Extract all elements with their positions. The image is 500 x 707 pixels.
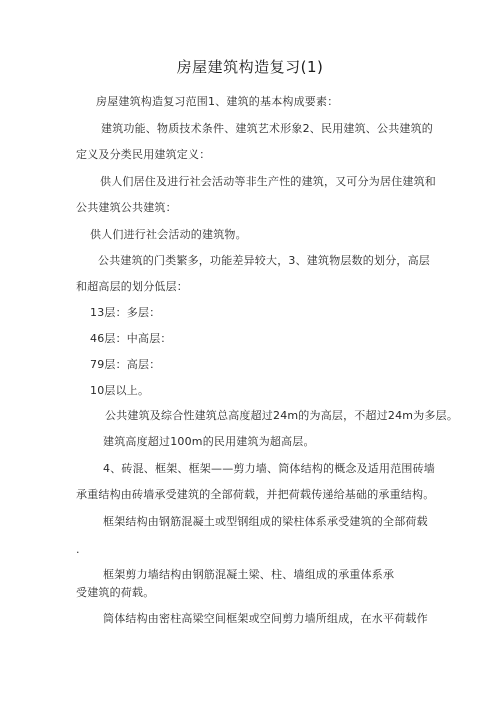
paragraph-line: 承重结构由砖墙承受建筑的全部荷载，并把荷载传递给基础的承重结构。 [76,488,435,501]
paragraph-line: 公共建筑的门类繁多，功能差异较大，3、建筑物层数的划分，高层 [98,254,430,267]
paragraph-line: . [76,543,80,556]
paragraph-line: 框架剪力墙结构由钢筋混凝土梁、柱、墙组成的承重体系承 [103,568,395,581]
paragraph-line: 10层以上。 [90,384,150,397]
paragraph-line: 和超高层的划分低层： [76,280,188,293]
paragraph-line: 框架结构由钢筋混凝土或型钢组成的梁柱体系承受建筑的全部荷载 [103,515,428,528]
paragraph-line: 建筑功能、物质技术条件、建筑艺术形象2、民用建筑、公共建筑的 [101,122,433,135]
paragraph-line: 建筑高度超过100m的民用建筑为超高层。 [103,435,315,448]
paragraph-line: 房屋建筑构造复习范围1、建筑的基本构成要素： [96,95,339,108]
paragraph-line: 79层：高层： [90,358,161,371]
paragraph-line: 公共建筑及综合性建筑总高度超过24m的为高层，不超过24m为多层。 [105,409,459,422]
paragraph-line: 46层：中高层： [90,332,172,345]
paragraph-line: 13层：多层： [90,306,161,319]
paragraph-line: 供人们居住及进行社会活动等非生产性的建筑，又可分为居住建筑和 [100,175,436,188]
paragraph-line: 公共建筑公共建筑： [76,201,177,214]
paragraph-line: 供人们进行社会活动的建筑物。 [90,228,247,241]
paragraph-line: 4、砖混、框架、框架——剪力墙、筒体结构的概念及适用范围砖墙 [103,462,435,475]
paragraph-line: 筒体结构由密柱高梁空间框架或空间剪力墙所组成，在水平荷载作 [103,612,428,625]
paragraph-line: 受建筑的荷载。 [76,586,155,599]
document-title: 房屋建筑构造复习(1) [176,58,324,76]
paragraph-line: 定义及分类民用建筑定义： [76,148,211,161]
